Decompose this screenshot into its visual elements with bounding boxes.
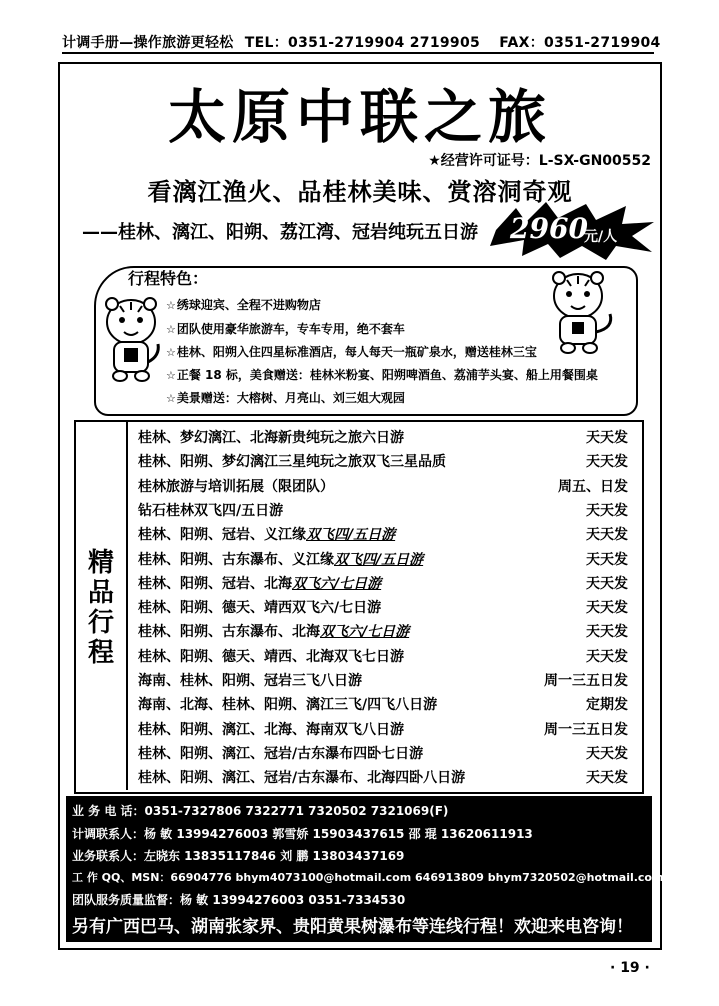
route-emphasis: 双飞六/七日游: [320, 624, 410, 641]
tiger-mascot-icon: [544, 268, 616, 356]
license-number: ★经营许可证号：L-SX-GN00552: [428, 153, 651, 169]
route-name: 桂林、阳朔、梦幻漓江三星纯玩之旅双飞三星品质: [138, 454, 446, 471]
header-tel: TEL：0351-2719904 2719905: [244, 35, 481, 51]
route-emphasis: 双飞四/五日游: [306, 527, 396, 544]
route-name: 桂林、阳朔、漓江、冠岩/古东瀑布四卧七日游: [138, 745, 424, 762]
contact-line: 工 作 QQ、MSN：66904776 bhym4073100@hotmail.com 646913809 bhym7320502@hotmail.com: [72, 871, 664, 884]
route-name: 钻石桂林双飞四/五日游: [138, 502, 284, 519]
star-icon: ☆: [166, 299, 176, 312]
table-row: [138, 524, 628, 548]
table-row: [138, 621, 628, 645]
table-row: [138, 427, 628, 451]
route-name: 桂林、阳朔、冠岩、北海双飞六/七日游: [138, 575, 382, 592]
route-name: 桂林、阳朔、漓江、冠岩/古东瀑布、北海四卧八日游: [138, 770, 466, 787]
feature-item: ☆团队使用豪华旅游车，专车专用，绝不套车: [166, 322, 405, 336]
route-name: 海南、北海、桂林、阳朔、漓江三飞/四飞八日游: [138, 697, 438, 714]
departure-schedule: 周一三五日发: [544, 673, 628, 689]
table-row: [138, 719, 628, 743]
contact-line: 业务联系人：左晓东 13835117846 刘 鹏 13803437169: [72, 849, 405, 863]
route-emphasis: 双飞四/五日游: [334, 551, 424, 568]
table-row: [138, 597, 628, 621]
departure-schedule: 天天发: [586, 430, 628, 446]
route-emphasis: 双飞六/七日游: [292, 575, 382, 592]
star-icon: ☆: [166, 346, 176, 359]
page-number: · 19 ·: [610, 960, 650, 976]
route-name: 桂林、阳朔、古东瀑布、北海双飞六/七日游: [138, 624, 410, 641]
departure-schedule: 天天发: [586, 745, 628, 762]
departure-schedule: 周一三五日发: [544, 721, 628, 738]
feature-item: ☆正餐 18 标，美食赠送：桂林米粉宴、阳朔啤酒鱼、荔浦芋头宴、船上用餐围桌: [166, 368, 598, 382]
star-icon: ☆: [166, 323, 176, 336]
route-name: 桂林旅游与培训拓展（限团队）: [138, 478, 334, 495]
feature-item: ☆美景赠送：大榕树、月亮山、刘三姐大观园: [166, 391, 405, 405]
route-name: 桂林、梦幻漓江、北海新贵纯玩之旅六日游: [138, 430, 404, 446]
price-amount: 2960: [510, 212, 588, 245]
brand-title: 太原中联之旅: [167, 83, 552, 151]
star-icon: ☆: [166, 392, 176, 405]
table-row: [138, 500, 628, 524]
price-unit: 元/人: [584, 229, 618, 245]
contact-line: 团队服务质量监督：杨 敏 13994276003 0351-7334530: [72, 893, 406, 907]
table-row: [138, 646, 628, 670]
contact-line: 计调联系人：杨 敏 13994276003 郭雪娇 15903437615 邵 琨 13620611913: [72, 827, 533, 841]
departure-schedule: 天天发: [586, 551, 628, 568]
departure-schedule: 天天发: [586, 527, 628, 544]
departure-schedule: 定期发: [586, 697, 628, 714]
features-title: 行程特色：: [128, 269, 209, 288]
route-name: 桂林、阳朔、古东瀑布、义江缘双飞四/五日游: [138, 551, 424, 568]
route-name: 桂林、阳朔、冠岩、义江缘双飞四/五日游: [138, 527, 396, 544]
slogan: 看漓江渔火、品桂林美味、赏溶洞奇观: [147, 177, 573, 206]
table-row: [138, 549, 628, 573]
header-title: 计调手册—操作旅游更轻松: [62, 35, 234, 51]
table-side-label: 精品行程: [87, 548, 114, 668]
table-row: [138, 743, 628, 767]
table-row: [138, 694, 628, 718]
table-row: [138, 451, 628, 475]
promo-text: 另有广西巴马、湖南张家界、贵阳黄果树瀑布等连线行程！欢迎来电咨询！: [72, 917, 633, 937]
departure-schedule: 天天发: [586, 770, 628, 787]
route-name: 桂林、阳朔、德天、靖西、北海双飞七日游: [138, 648, 404, 665]
tiger-mascot-icon: [98, 292, 164, 384]
table-row: [138, 767, 628, 791]
feature-item: ☆桂林、阳朔入住四星标准酒店，每人每天一瓶矿泉水，赠送桂林三宝: [166, 345, 537, 359]
departure-schedule: 天天发: [586, 575, 628, 592]
header-fax: FAX：0351-2719904: [499, 35, 661, 51]
table-row: [138, 670, 628, 694]
route-name: 桂林、阳朔、漓江、北海、海南双飞八日游: [138, 721, 404, 738]
page-header: [62, 32, 661, 54]
route-title: ——桂林、漓江、阳朔、荔江湾、冠岩纯玩五日游: [82, 222, 478, 243]
route-name: 海南、桂林、阳朔、冠岩三飞八日游: [138, 673, 362, 689]
feature-item: ☆绣球迎宾、全程不进购物店: [166, 298, 321, 312]
departure-schedule: 天天发: [586, 454, 628, 471]
departure-schedule: 天天发: [586, 648, 628, 665]
departure-schedule: 天天发: [586, 624, 628, 641]
departure-schedule: 天天发: [586, 502, 628, 519]
table-divider: [126, 420, 128, 790]
table-row: [138, 476, 628, 500]
star-icon: ☆: [166, 369, 176, 382]
departure-schedule: 周五、日发: [558, 478, 628, 495]
departure-schedule: 天天发: [586, 600, 628, 617]
contact-line: 业 务 电 话：0351-7327806 7322771 7320502 7321069(F): [72, 804, 449, 818]
table-row: [138, 573, 628, 597]
route-name: 桂林、阳朔、德天、靖西双飞六/七日游: [138, 600, 382, 617]
